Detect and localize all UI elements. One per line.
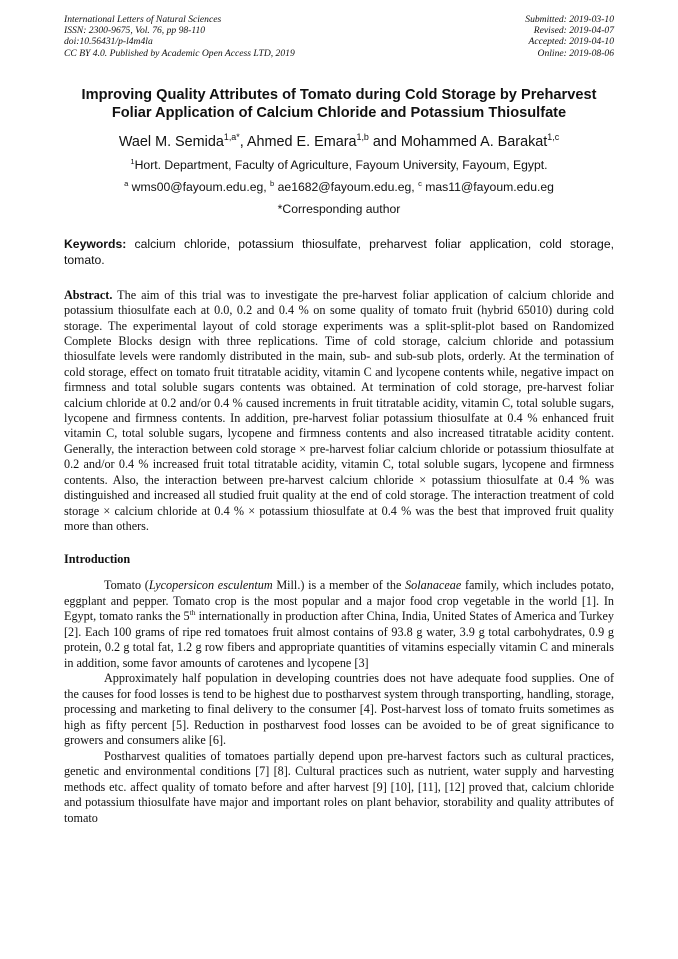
email-address[interactable]: mas11@fayoum.edu.eg [421, 179, 554, 194]
keywords-text: calcium chloride, potassium thiosulfate, preharvest foliar application, cold storage, tomato. [64, 236, 614, 267]
abstract-label: Abstract. [64, 287, 113, 302]
text-run: Tomato ( [104, 578, 149, 593]
author-name: Mohammed A. Barakat [400, 133, 548, 150]
affiliation-text: Hort. Department, Faculty of Agriculture, Fayoum University, Fayoum, Egypt. [134, 157, 548, 172]
intro-paragraph-2: Approximately half population in developing countries does not have adequate food supplies. One of the causes for food losses is tend to be highest due to postharvest system through transporting, handling, storage, processing and marketing to final delivery to the consumer [4]. Post-harvest loss of tomato fruits sometimes as high as fifty percent [5]. Reduction in postharvest food losses can be avoided to be of great significance to growers and consumers alike [6]. [64, 671, 614, 748]
date-online: Online: 2019-08-06 [537, 47, 614, 59]
species-name: Lycopersicon esculentum [148, 578, 273, 593]
journal-license: CC BY 4.0. Published by Academic Open Access LTD, 2019 [64, 47, 295, 59]
author-name: Ahmed E. Emara [246, 133, 357, 150]
section-heading-introduction: Introduction [64, 552, 131, 567]
journal-info [64, 14, 295, 59]
family-name: Solanaceae [405, 578, 462, 593]
journal-doi[interactable]: doi:10.56431/p-l4m4la [64, 36, 153, 48]
date-submitted: Submitted: 2019-03-10 [525, 14, 614, 25]
journal-name: International Letters of Natural Sciences [64, 14, 222, 25]
text-run: Mill.) is a member of the [272, 578, 406, 593]
abstract [64, 288, 614, 535]
author-separator: , [239, 133, 247, 150]
email-marker: b [270, 178, 275, 188]
corresponding-author-note: *Corresponding author [277, 201, 401, 216]
email-marker: c [418, 178, 422, 188]
email-address[interactable]: ae1682@fayoum.edu.eg, [274, 179, 419, 194]
affiliation-marker: 1 [130, 156, 135, 166]
author-marker: 1,a* [223, 132, 240, 143]
text-run: family, which includes potato, eggplant and pepper. Tomato crop is the most popular and a major food crop vegetable in the world [1]. In Egypt, tomato ranks the 5 [64, 578, 614, 624]
author-emails [64, 180, 614, 194]
intro-paragraph-3: Postharvest qualities of tomatoes partially depend upon pre-harvest factors such as cultural practices, genetic and environmental conditions [7] [8]. Cultural practices such as nutrient, water supply and harvesting methods etc. affect quality of tomato before and after harvest [9] [10], [11], [12] proved that, calcium chloride and potassium thiosulfate have major and important roles on plant behavior, storability and quality attributes of tomato [64, 748, 614, 825]
author-marker: 1,b [356, 132, 369, 143]
journal-issn: ISSN: 2300-9675, Vol. 76, pp 98-110 [64, 25, 206, 37]
article-dates [525, 14, 614, 59]
author-marker: 1,c [547, 132, 560, 143]
intro-paragraph-1 [64, 578, 614, 671]
ordinal-suffix: th [189, 608, 196, 618]
paper-title: Improving Quality Attributes of Tomato during Cold Storage by Preharvest Foliar Application of Calcium Chloride and Potassium Thiosulfate [81, 86, 597, 121]
keywords [64, 236, 614, 268]
text-run: internationally in production after China, India, United States of America and Turkey [2]. Each 100 grams of ripe red tomatoes fruit almost contains of 93.8 g water, 3.9 g total carbohydrates, 0.9 g protein, 0.2 g total fat, 1.2 g row fibers and appropriate quantities of vitamins especially vitamin C and minerals in addition, some favor amounts of carotenes and lycopene [3] [64, 609, 615, 670]
date-accepted: Accepted: 2019-04-10 [528, 36, 614, 48]
keywords-label: Keywords: [64, 236, 127, 251]
email-address[interactable]: wms00@fayoum.edu.eg, [128, 179, 271, 194]
email-marker: a [124, 178, 129, 188]
affiliation [64, 158, 614, 172]
abstract-text: The aim of this trial was to investigate the pre-harvest foliar application of calcium chloride and potassium thiosulfate each at 0.0, 0.2 and 0.4 % on some quality of tomato fruit (hybrid 65010) during cold storage. The experimental layout of cold storage experiments was a split-split-plot based on Randomized Complete Blocks design with three replications. Time of cold storage, calcium chloride and potassium thiosulfate levels were randomly distributed in the main, sub- and sub-sub plots, orderly. At the termination of cold storage, effect on tomato fruit titratable acidity, vitamin C and lycopene contents while, negative impact on firmness and total soluble sugars contents was obtained. At termination of cold storage, pre-harvest foliar calcium chloride at 0.2 and/or 0.4 % caused increments in fruit titratable acidity, vitamin C, total soluble sugars, lycopene and firmness contents. In addition, pre-harvest foliar potassium thiosulfate at 0.4 % enhanced fruit vitamin C, total soluble sugars, lycopene and firmness contents and also increased titratable acidity content. Generally, the interaction between cold storage × pre-harvest foliar calcium chloride or potassium thiosulfate at 0.2 and/or 0.4 % increased fruit total titratable acidity, vitamin C, total soluble sugars, lycopene and firmness contents. Also, the interaction between pre-harvest calcium chloride × potassium thiosulfate at 0.4 % was distinguished and increased all studied fruit quality at the end of cold storage. The interaction treatment of cold storage × calcium chloride at 0.4 % × potassium thiosulfate at 0.4 % was the best that improved fruit quality more than others. [64, 287, 614, 533]
author-name: Wael M. Semida [118, 133, 224, 150]
date-revised: Revised: 2019-04-07 [533, 25, 614, 37]
journal-header [64, 14, 614, 59]
author-list [64, 134, 614, 150]
author-separator: and [368, 133, 401, 150]
